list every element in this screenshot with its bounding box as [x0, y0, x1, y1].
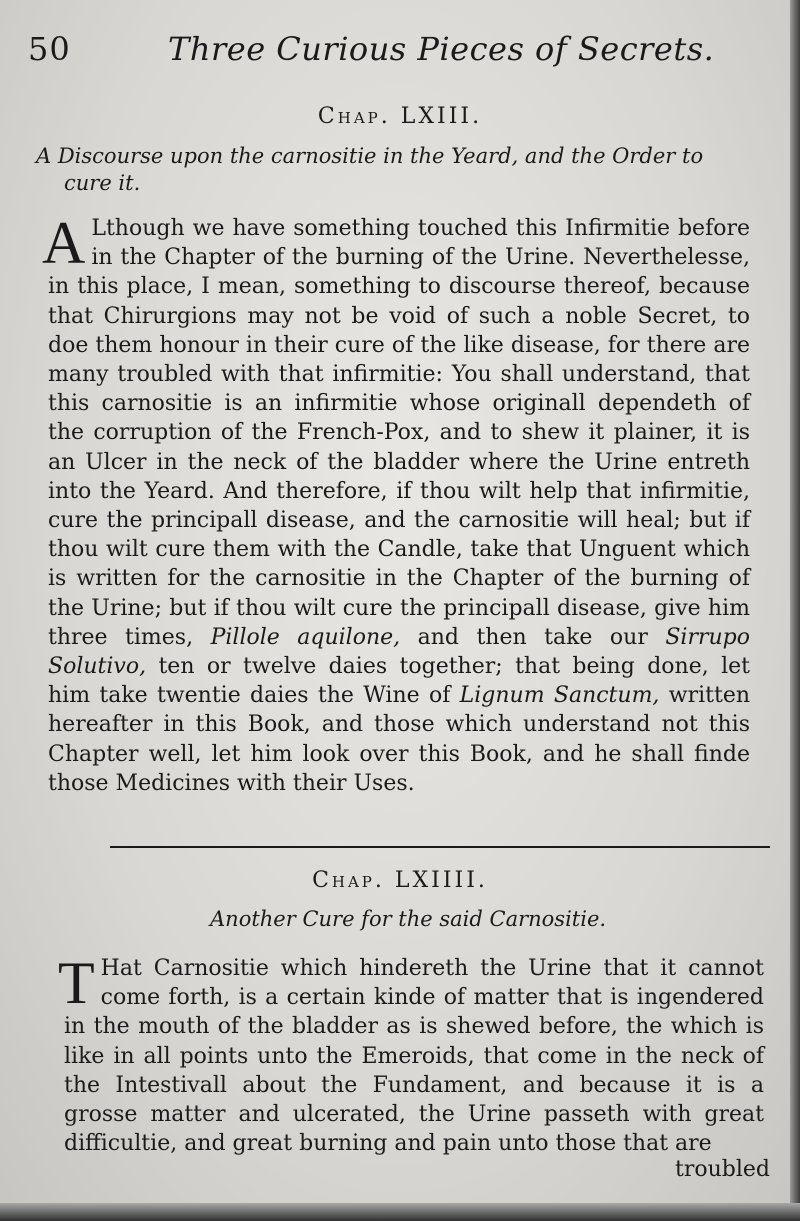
page-bottom-shadow	[0, 1203, 800, 1221]
chapter-63-body	[42, 210, 751, 798]
drop-cap-a: A	[42, 210, 86, 276]
remedy-pillole-aquilone: Pillole aquilone,	[210, 624, 401, 650]
remedy-lignum-sanctum: Lignum Sanctum,	[459, 683, 660, 709]
catchword: troubled	[675, 1157, 770, 1182]
chapter-64-text: Hat Carnositie which hindereth the Urine that it cannot come forth, is a certain kinde of matter that is ingendered in the mouth of the bladder as is shewed before, the which is like in all points unto the Emeroids, that come in the neck of the Intestivall about the Fundament, and because it is a grosse matter and ulcerated, the Urine passeth with great difficultie, and great burning and pain unto those that are	[64, 956, 764, 1157]
body-text-d: written hereafter in this Book, and those which understand not this Chapter well, let him look over this Book, and he shall finde those Medicines with their Uses.	[48, 683, 751, 796]
remedy-sirrupo-solutivo: Sirrupo Solutivo,	[48, 624, 750, 680]
running-head	[28, 22, 748, 72]
page-number: 50	[28, 30, 71, 68]
drop-cap-t: T	[58, 950, 95, 1016]
chapter-64-subtitle: Another Cure for the said Carnositie.	[210, 907, 607, 931]
page-edge-shadow	[790, 0, 800, 1221]
body-text-c: ten or twelve daies together; that being done, let him take twentie daies the Wine of	[48, 654, 750, 709]
chapter-heading-64: Chap. LXIIII.	[312, 868, 488, 893]
chapter-subtitle-line1: A Discourse upon the carnositie in the Yeard, and the Order to	[36, 144, 704, 168]
running-title: Three Curious Pieces of Secrets.	[168, 30, 715, 68]
section-divider	[110, 846, 770, 848]
body-text-b: and then take our	[417, 624, 648, 650]
chapter-subtitle-line2: cure it.	[64, 171, 141, 195]
body-text-a: Lthough we have something touched this Infirmitie before in the Chapter of the burning of the Urine. Neverthelesse, in this place, I mean, something to discourse thereof, because that Chirurgions may not be void of such a noble Secret, to doe them honour in their cure of the like disease, for there are many troubled with that infirmitie: You shall understand, that this carnositie is an infirmitie whose originall dependeth of the corruption of the French-Pox, and to shew it plainer, it is an Ulcer in the neck of the bladder where the Urine entreth into the Yeard. And therefore, if thou wilt help that infirmitie, cure the principall disease, and the carnositie will heal; but if thou wilt cure them with the Candle, take that Unguent which is written for the carnositie in the Chapter of the burning of the Urine; but if thou wilt cure the principall disease, give him three times,	[48, 216, 750, 650]
chapter-64-body	[58, 950, 764, 1158]
chapter-heading-63: Chap. LXIII.	[317, 104, 483, 129]
